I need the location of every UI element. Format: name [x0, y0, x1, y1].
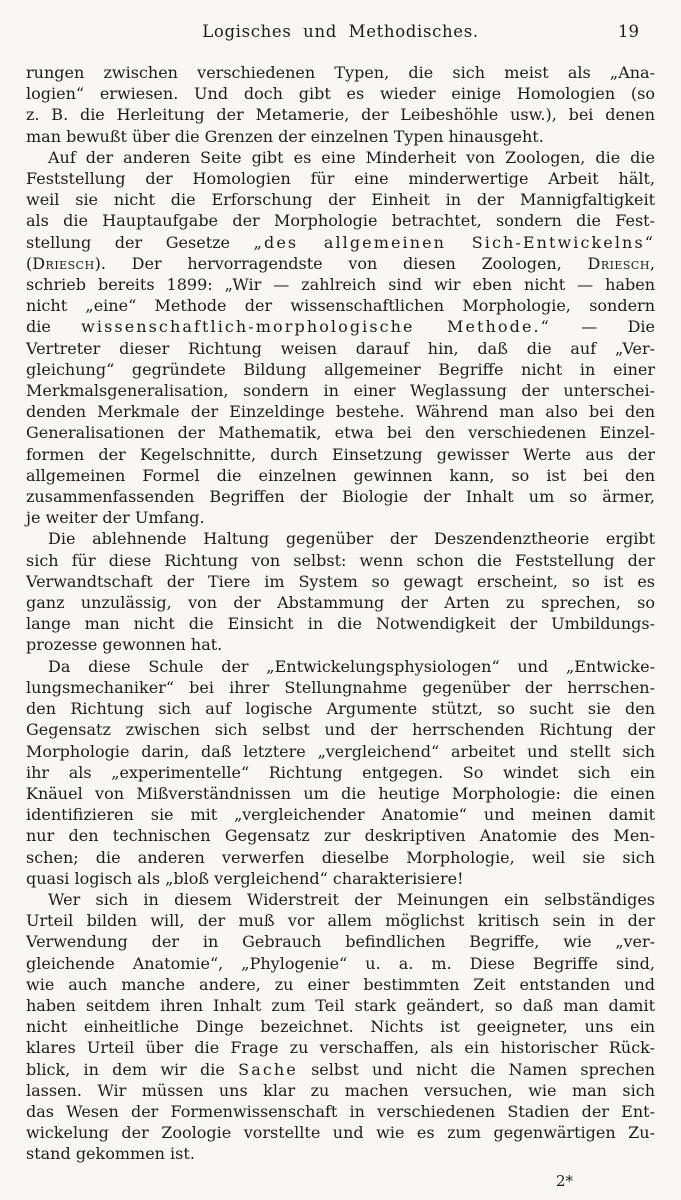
text-segment: Vertreter dieser Richtung weisen darauf hin, daß die auf „Ver- — [26, 338, 655, 358]
text-segment: das Wesen der Formenwissenschaft in verschiedenen Stadien der Ent- — [26, 1101, 655, 1121]
text-segment: nur den technischen Gegensatz zur deskriptiven Anatomie des Men- — [26, 826, 655, 846]
text-segment: den Richtung sich auf logische Argumente stützt, so sucht sie den — [26, 699, 655, 719]
text-line — [26, 104, 655, 125]
text-segment: stand gekommen ist. — [26, 1144, 195, 1164]
text-segment: weil sie nicht die Erforschung der Einheit in der Mannigfaltigkeit — [26, 190, 655, 210]
text-segment: lungsmechaniker“ bei ihrer Stellungnahme gegenüber der herrschen- — [26, 677, 655, 697]
text-line — [26, 1101, 655, 1122]
text-segment: Knäuel von Mißverständnissen um die heutige Morphologie: die einen — [26, 783, 655, 803]
paragraph — [26, 528, 655, 655]
text-line — [26, 825, 655, 846]
text-segment: quasi logisch als „bloß vergleichend“ charakterisiere! — [26, 868, 464, 888]
page-header — [26, 22, 655, 44]
text-line — [26, 444, 655, 465]
text-line — [26, 274, 655, 295]
text-line — [26, 1080, 655, 1101]
text-line — [26, 1143, 655, 1164]
text-segment: haben seitdem ihren Inhalt zum Teil stark geändert, so daß man damit — [26, 995, 655, 1015]
text-line — [26, 189, 655, 210]
text-line — [26, 338, 655, 359]
text-segment: stellung der Gesetze — [26, 232, 254, 252]
text-segment: als die Hauptaufgabe der Morphologie betrachtet, sondern die Fest- — [26, 211, 655, 231]
text-line — [26, 931, 655, 952]
text-line — [26, 507, 655, 528]
text-line — [26, 210, 655, 231]
text-segment: denden Merkmale der Einzeldinge bestehe. Während man also bei den — [26, 402, 655, 422]
text-line — [26, 1016, 655, 1037]
text-line — [26, 974, 655, 995]
text-line — [26, 592, 655, 613]
text-segment: allgemeinen Formel die einzelnen gewinnen kann, so ist bei den — [26, 465, 655, 485]
text-line — [26, 528, 655, 549]
text-line — [26, 741, 655, 762]
text-segment: man bewußt über die Grenzen der einzelnen Typen hinausgeht. — [26, 126, 544, 146]
text-segment: z. B. die Herleitung der Metamerie, der Leibeshöhle usw.), bei denen — [26, 105, 655, 125]
paragraph — [26, 656, 655, 889]
text-segment: gleichung“ gegründete Bildung allgemeiner Begriffe nicht in einer — [26, 359, 655, 379]
signature-mark: 2* — [555, 1172, 573, 1190]
text-line — [26, 83, 655, 104]
text-segment: gleichende Anatomie“, „Phylogenie“ u. a. m. Diese Begriffe sind, — [26, 953, 655, 973]
text-segment: Gegensatz zwischen sich selbst und der herrschenden Richtung der — [26, 720, 655, 740]
text-line — [26, 868, 655, 889]
text-line — [26, 995, 655, 1016]
text-line — [26, 1037, 655, 1058]
text-segment: , — [649, 253, 655, 273]
text-line — [26, 656, 655, 677]
text-segment: Sache — [238, 1059, 298, 1079]
text-segment: rungen zwischen verschiedenen Typen, die sich meist als „Ana- — [26, 63, 655, 82]
text-segment: nicht „eine“ Methode der wissenschaftlichen Morphologie, sondern — [26, 296, 655, 316]
text-segment: nicht einheitliche Dinge bezeichnet. Nichts ist geeigneter, uns ein — [26, 1017, 655, 1037]
text-segment: „des allgemeinen Sich-Entwickelns“ — [253, 232, 655, 252]
text-segment: schrieb bereits 1899: „Wir — zahlreich sind wir eben nicht — haben — [26, 275, 655, 295]
text-segment: wickelung der Zoologie vorstellte und wie es zum gegenwärtigen Zu- — [26, 1123, 655, 1143]
text-line — [26, 359, 655, 380]
text-line — [26, 295, 655, 316]
text-segment: ihr als „experimentelle“ Richtung entgegen. So windet sich ein — [26, 762, 655, 782]
text-line — [26, 168, 655, 189]
text-segment: Verwandtschaft der Tiere im System so gewagt erscheint, so ist es — [26, 571, 655, 591]
text-segment: Da diese Schule der „Entwickelungsphysiologen“ und „Entwicke- — [48, 656, 655, 676]
text-segment: blick, in dem wir die — [26, 1059, 239, 1079]
text-line — [26, 783, 655, 804]
text-line — [26, 486, 655, 507]
text-segment: schen; die anderen verwerfen dieselbe Morphologie, weil sie sich — [26, 847, 655, 867]
text-segment: — Die — [550, 317, 655, 337]
text-line — [26, 147, 655, 168]
text-segment: prozesse gewonnen hat. — [26, 635, 223, 655]
text-segment: Generalisationen der Mathematik, etwa bei den verschiedenen Einzel- — [26, 423, 655, 443]
text-line — [26, 232, 655, 253]
text-segment: Morphologie darin, daß letztere „vergleichend“ arbeitet und stellt sich — [26, 741, 655, 761]
text-segment: Merkmalsgeneralisation, sondern in einer Weglassung der unterschei- — [26, 381, 655, 401]
text-segment: Feststellung der Homologien für eine minderwertige Arbeit hält, — [26, 169, 655, 189]
text-line — [26, 1059, 655, 1080]
text-segment: lassen. Wir müssen uns klar zu machen versuchen, wie man sich — [26, 1080, 655, 1100]
page-number: 19 — [618, 22, 639, 41]
running-title: Logisches und Methodisches. — [202, 22, 479, 41]
text-segment: lange man nicht die Einsicht in die Notwendigkeit der Umbildungs- — [26, 614, 655, 634]
text-line — [26, 762, 655, 783]
text-line — [26, 253, 655, 274]
paragraph — [26, 889, 655, 1165]
text-segment: ( — [26, 253, 33, 273]
text-line — [26, 1122, 655, 1143]
text-line — [26, 719, 655, 740]
text-line — [26, 380, 655, 401]
text-segment: ganz unzulässig, von der Abstammung der Arten zu sprechen, so — [26, 593, 655, 613]
text-line — [26, 634, 655, 655]
text-line — [26, 804, 655, 825]
text-line — [26, 847, 655, 868]
text-segment: Die ablehnende Haltung gegenüber der Deszendenztheorie ergibt — [48, 529, 655, 549]
text-segment: je weiter der Umfang. — [26, 508, 205, 528]
text-segment: sich für diese Richtung von selbst: wenn schon die Feststellung der — [26, 550, 655, 570]
text-segment: die — [26, 317, 82, 337]
text-segment: identifizieren sie mit „vergleichender Anatomie“ und meinen damit — [26, 805, 655, 825]
text-segment: Verwendung der in Gebrauch befindlichen Begriffe, wie „ver- — [26, 932, 655, 952]
text-segment: logien“ erwiesen. Und doch gibt es wieder einige Homologien (so — [26, 84, 655, 104]
text-line — [26, 465, 655, 486]
text-line — [26, 571, 655, 592]
text-line — [26, 889, 655, 910]
text-segment: wissenschaftlich-morphologische Methode.“ — [81, 317, 551, 337]
text-line — [26, 126, 655, 147]
text-segment: ). Der hervorragendste von diesen Zoologen, — [94, 253, 588, 273]
text-line — [26, 698, 655, 719]
text-segment: klares Urteil über die Frage zu verschaffen, als ein historischer Rück- — [26, 1038, 655, 1058]
page-footer — [556, 1172, 573, 1190]
text-segment: Auf der anderen Seite gibt es eine Minderheit von Zoologen, die die — [48, 147, 655, 167]
text-segment: selbst und nicht die Namen sprechen — [297, 1059, 655, 1079]
text-line — [26, 401, 655, 422]
text-line — [26, 953, 655, 974]
paragraph — [26, 147, 655, 529]
text-segment: zusammenfassenden Begriffen der Biologie der Inhalt um so ärmer, — [26, 487, 655, 507]
page-body — [26, 62, 655, 1165]
text-segment: Driesch — [32, 253, 95, 273]
text-segment: Urteil bilden will, der muß vor allem möglichst kritisch sein in der — [26, 911, 655, 931]
text-line — [26, 316, 655, 337]
text-line — [26, 910, 655, 931]
text-segment: wie auch manche andere, zu einer bestimmten Zeit entstanden und — [26, 974, 655, 994]
text-segment: Driesch — [587, 253, 650, 273]
text-segment: Wer sich in diesem Widerstreit der Meinungen ein selbständiges — [48, 889, 655, 909]
text-line — [26, 613, 655, 634]
text-line — [26, 422, 655, 443]
text-line — [26, 677, 655, 698]
text-segment: formen der Kegelschnitte, durch Einsetzung gewisser Werte aus der — [26, 444, 655, 464]
text-line — [26, 550, 655, 571]
paragraph — [26, 62, 655, 147]
text-line — [26, 62, 655, 83]
